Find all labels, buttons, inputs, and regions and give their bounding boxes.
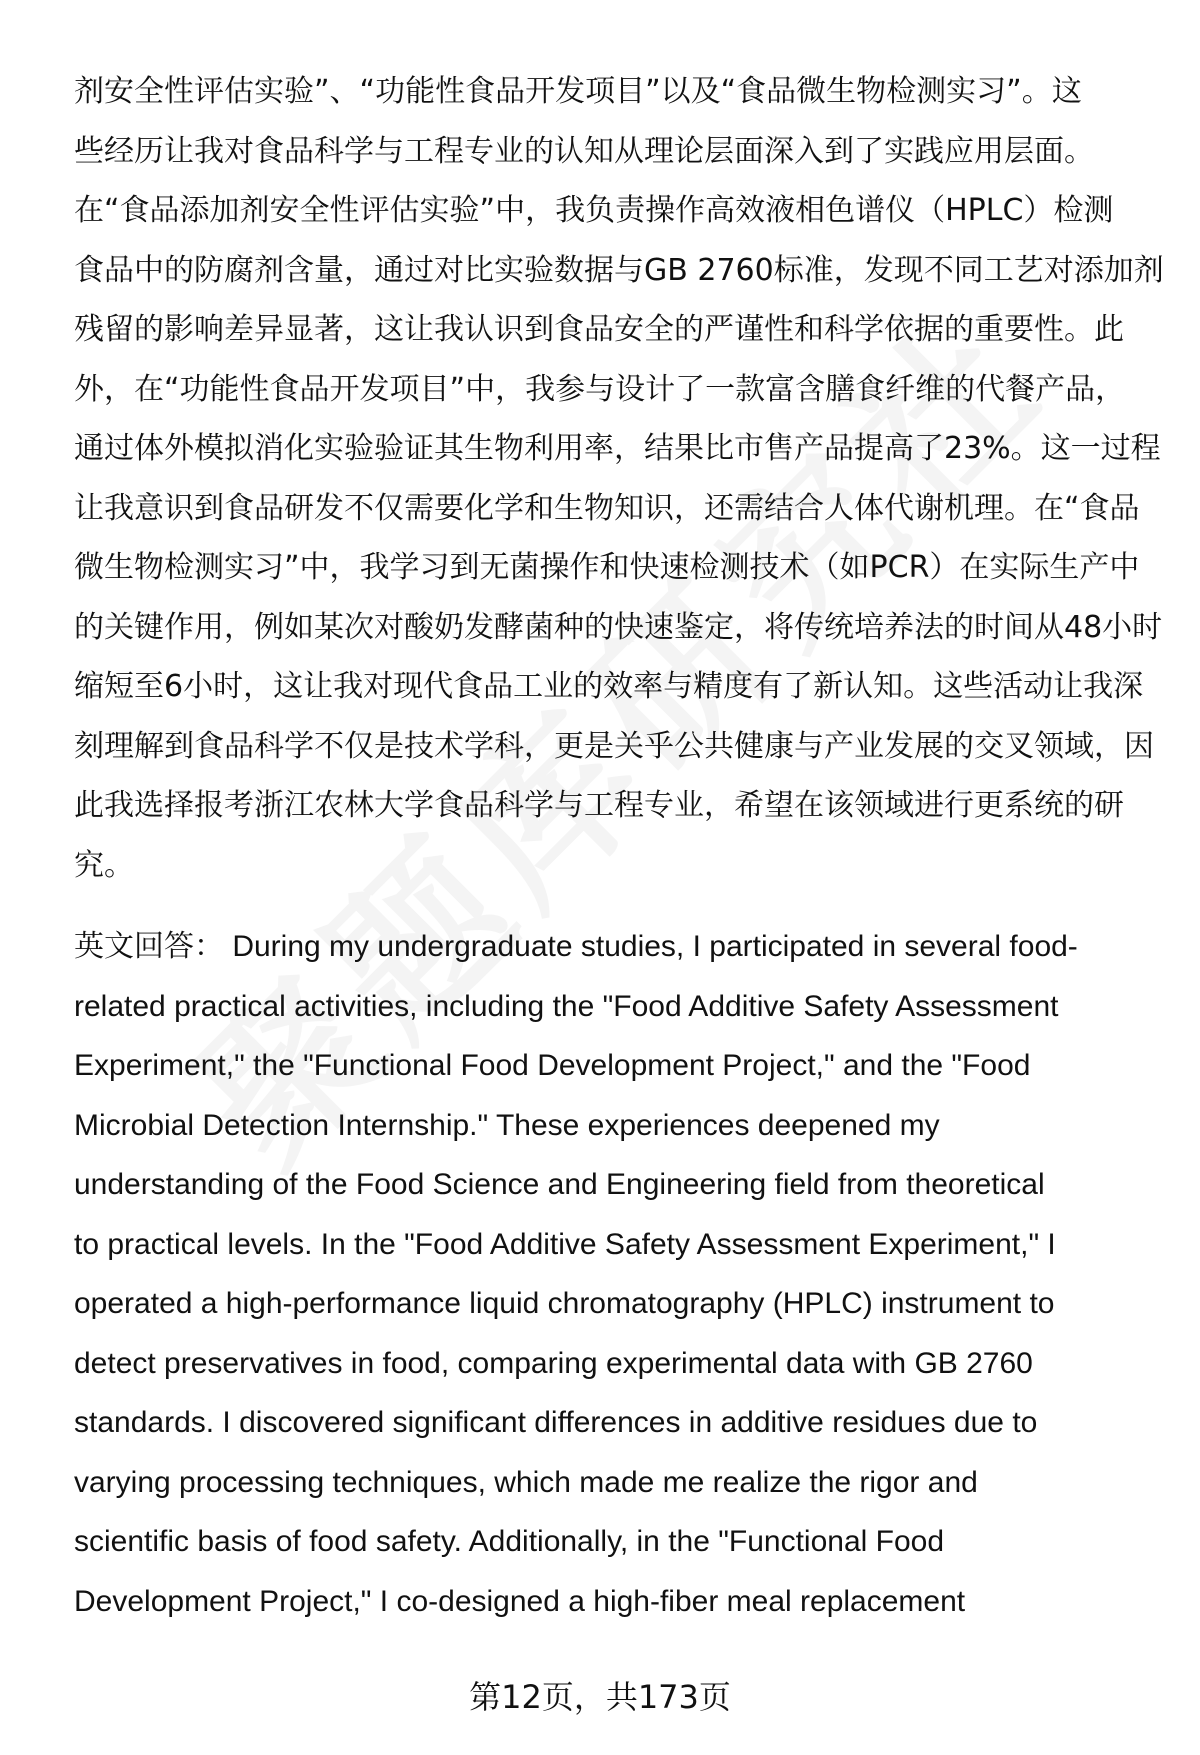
text-line: 些经历让我对食品科学与工程专业的认知从理论层面深入到了实践应用层面。 [74, 133, 1094, 169]
text-line: varying processing techniques, which made me realize the rigor and [74, 1465, 978, 1499]
text-line: 缩短至6小时，这让我对现代食品工业的效率与精度有了新认知。这些活动让我深 [74, 669, 1144, 704]
text-line: 英文回答： During my undergraduate studies, I participated in several food- [74, 930, 1078, 963]
text-line: 究。 [74, 847, 134, 883]
text-line: 外，在“功能性食品开发项目”中，我参与设计了一款富含膳食纤维的代餐产品， [74, 371, 1126, 407]
page-number: 第12页，共173页 [469, 1678, 731, 1716]
document-body [74, 62, 1164, 1631]
chinese-answer-paragraph [74, 62, 1164, 895]
text-line: 此我选择报考浙江农林大学食品科学与工程专业，希望在该领域进行更系统的研 [74, 788, 1124, 823]
text-line: operated a high-performance liquid chromatography (HPLC) instrument to [74, 1287, 1055, 1320]
text-line: scientific basis of food safety. Additionally, in the "Functional Food [74, 1525, 945, 1558]
text-line: 刻理解到食品科学不仅是技术学科，更是关乎公共健康与产业发展的交叉领域，因 [74, 728, 1154, 764]
text-line: Development Project," I co-designed a high-fiber meal replacement [74, 1584, 966, 1618]
text-line: 微生物检测实习”中，我学习到无菌操作和快速检测技术（如PCR）在实际生产中 [74, 550, 1140, 585]
text-line: 在“食品添加剂安全性评估实验”中，我负责操作高效液相色谱仪（HPLC）检测 [74, 193, 1114, 228]
text-line: 的关键作用，例如某次对酸奶发酵菌种的快速鉴定，将传统培养法的时间从48小时 [74, 609, 1163, 645]
text-line: to practical levels. In the "Food Additive Safety Assessment Experiment," I [74, 1227, 1056, 1261]
text-line: 食品中的防腐剂含量，通过对比实验数据与GB 2760标准，发现不同工艺对添加剂 [74, 252, 1164, 288]
text-line: 残留的影响差异显著，这让我认识到食品安全的严谨性和科学依据的重要性。此 [74, 312, 1124, 347]
text-line: 通过体外模拟消化实验验证其生物利用率，结果比市售产品提高了23%。这一过程 [74, 431, 1161, 466]
text-line: related practical activities, including the "Food Additive Safety Assessment [74, 989, 1059, 1023]
text-line: standards. I discovered significant differences in additive residues due to [74, 1406, 1038, 1439]
english-answer-paragraph [74, 917, 1164, 1631]
text-line: 剂安全性评估实验”、“功能性食品开发项目”以及“食品微生物检测实习”。这 [74, 74, 1082, 109]
text-line: Experiment," the "Functional Food Development Project," and the "Food [74, 1049, 1031, 1082]
text-line: detect preservatives in food, comparing experimental data with GB 2760 [74, 1346, 1033, 1380]
text-line: Microbial Detection Internship." These experiences deepened my [74, 1108, 940, 1142]
text-line: understanding of the Food Science and Engineering field from theoretical [74, 1168, 1045, 1201]
text-line: 让我意识到食品研发不仅需要化学和生物知识，还需结合人体代谢机理。在“食品 [74, 490, 1140, 526]
